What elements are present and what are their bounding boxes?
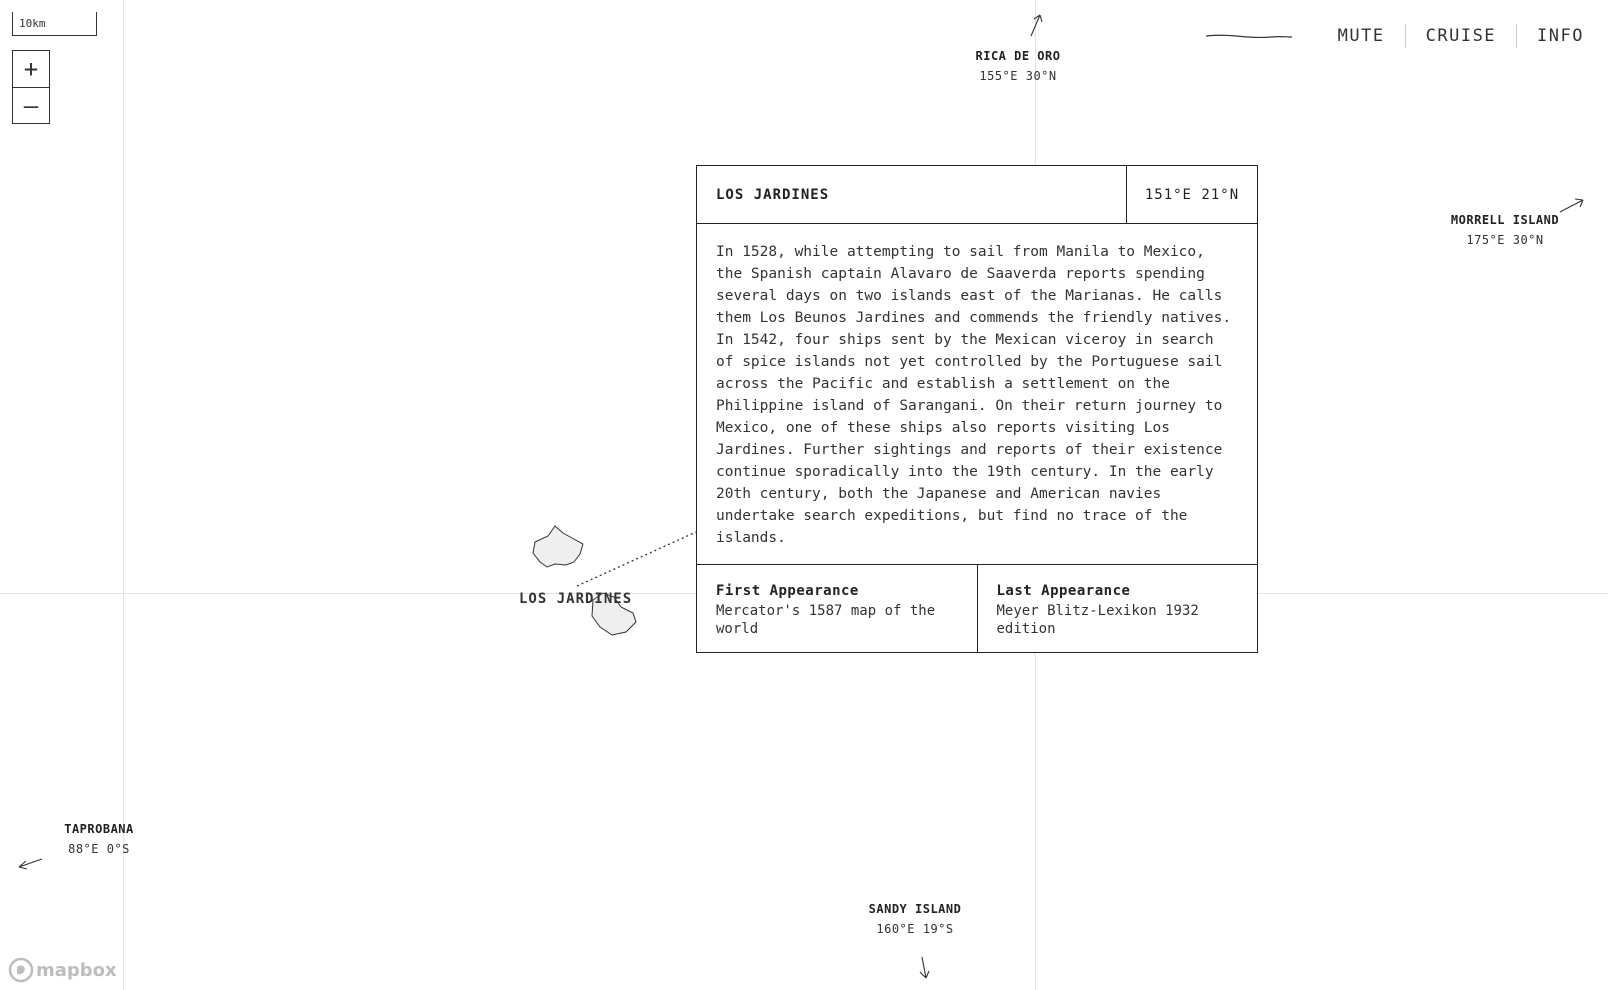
- scale-bar: 10km: [12, 12, 97, 36]
- info-link[interactable]: INFO: [1516, 24, 1584, 48]
- last-appearance: [977, 565, 1258, 652]
- marker-coord: 155°E 30°N: [979, 69, 1057, 83]
- mapbox-attribution[interactable]: [8, 957, 117, 983]
- marker-name: MORRELL ISLAND: [1450, 213, 1560, 227]
- mute-link[interactable]: MUTE: [1337, 26, 1385, 46]
- card-title: LOS JARDINES: [716, 186, 830, 203]
- mapbox-logo-icon: [8, 957, 34, 983]
- zoom-out-button[interactable]: —: [13, 87, 49, 123]
- last-appearance-label: Last Appearance: [996, 583, 1131, 599]
- marker-coord: 175°E 30°N: [1466, 233, 1544, 247]
- first-appearance-value: Mercator's 1587 map of the world: [716, 603, 936, 637]
- last-appearance-value: Meyer Blitz-Lexikon 1932 edition: [996, 603, 1199, 637]
- card-coordinates: 151°E 21°N: [1126, 166, 1257, 223]
- first-appearance: [697, 565, 977, 652]
- info-card: [696, 165, 1258, 653]
- marker-name: SANDY ISLAND: [868, 902, 962, 916]
- card-description: In 1528, while attempting to sail from Manila to Mexico, the Spanish captain Alavaro de Saaverda reports spending several days on two islands east of the Marianas. He calls them Los Beunos Jardines and commends the friendly natives. In 1542, four ships sent by the Mexican viceroy in search of spice islands not yet controlled by the Portuguese sail across the Pacific and establish a settlement on the Philippine island of Sarangani. On their return journey to Mexico, one of these ships also reports visiting Los Jardines. Further sightings and reports of their existence continue sporadically into the 19th century. In the early 20th century, both the Japanese and American navies undertake search expeditions, but find no trace of the islands.: [697, 224, 1257, 565]
- marker-coord: 160°E 19°S: [876, 922, 954, 936]
- marker-name: TAPROBANA: [64, 822, 134, 836]
- first-appearance-label: First Appearance: [716, 583, 859, 599]
- marker-coord: 88°E 0°S: [68, 842, 130, 856]
- marker-name: RICA DE ORO: [975, 49, 1061, 63]
- cruise-link[interactable]: CRUISE: [1405, 24, 1516, 48]
- card-header: [697, 166, 1257, 224]
- mapbox-wordmark: mapbox: [36, 959, 117, 981]
- card-footer: [697, 565, 1257, 652]
- island-label[interactable]: LOS JARDINES: [519, 591, 633, 607]
- zoom-in-button[interactable]: +: [13, 51, 49, 87]
